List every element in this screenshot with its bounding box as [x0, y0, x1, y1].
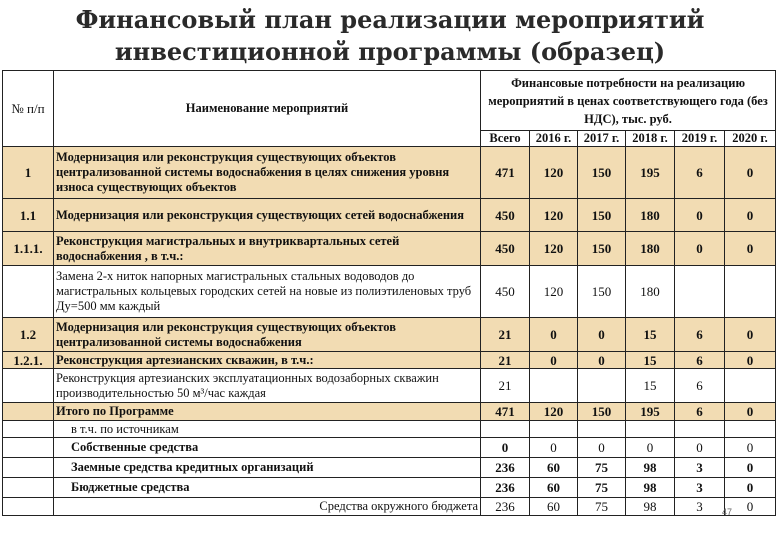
row-value-2019: 3 — [675, 478, 725, 498]
header-year-2017: 2017 г. — [578, 131, 626, 147]
row-value-2020 — [725, 266, 776, 318]
row-value-total: 236 — [481, 498, 530, 516]
header-year-2016: 2016 г. — [530, 131, 578, 147]
table-row — [3, 478, 776, 498]
row-value-2020: 0 — [725, 352, 776, 369]
row-name: Модернизация или реконструкция существующих объектов централизованной системы водоснабжения — [54, 318, 481, 352]
header-num: № п/п — [3, 71, 54, 147]
table-row — [3, 421, 776, 438]
row-value-2019: 6 — [675, 369, 725, 403]
row-number — [3, 478, 54, 498]
header-financial-needs: Финансовые потребности на реализацию мероприятий в ценах соответствующего года (без НДС), тыс. руб. — [481, 71, 776, 131]
header-year-2020: 2020 г. — [725, 131, 776, 147]
row-value-2018: 195 — [626, 403, 675, 421]
row-value-2016: 120 — [530, 232, 578, 266]
row-number — [3, 458, 54, 478]
row-value-2016: 120 — [530, 147, 578, 199]
row-value-2019 — [675, 266, 725, 318]
row-number: 1.1.1. — [3, 232, 54, 266]
row-value-2017: 150 — [578, 147, 626, 199]
row-value-2018: 180 — [626, 232, 675, 266]
row-value-2018: 180 — [626, 199, 675, 232]
row-value-total: 21 — [481, 352, 530, 369]
row-value-2018: 98 — [626, 478, 675, 498]
row-name: Бюджетные средства — [54, 478, 481, 498]
row-value-total: 21 — [481, 369, 530, 403]
table-row — [3, 147, 776, 199]
row-value-2016 — [530, 369, 578, 403]
page-number: 47 — [722, 507, 733, 517]
row-value-2016: 60 — [530, 498, 578, 516]
row-value-2016: 0 — [530, 318, 578, 352]
row-number — [3, 421, 54, 438]
row-value-2018: 98 — [626, 458, 675, 478]
row-value-2017: 150 — [578, 232, 626, 266]
row-value-2020: 0 — [725, 498, 776, 516]
row-value-2016 — [530, 421, 578, 438]
row-value-2019: 6 — [675, 403, 725, 421]
row-number — [3, 438, 54, 458]
header-year-total: Всего — [481, 131, 530, 147]
row-value-2017: 0 — [578, 352, 626, 369]
table-row — [3, 318, 776, 352]
financial-plan-table — [2, 70, 776, 516]
row-value-2020: 0 — [725, 232, 776, 266]
row-number — [3, 369, 54, 403]
table-row — [3, 266, 776, 318]
row-number — [3, 498, 54, 516]
table-row — [3, 458, 776, 478]
row-value-2020 — [725, 421, 776, 438]
table-row — [3, 232, 776, 266]
table-row — [3, 352, 776, 369]
row-name: Замена 2-х ниток напорных магистральных стальных водоводов до магистральных кольцевых городских сетей на новые из полиэтиленовых труб Ду=500 мм каждый — [54, 266, 481, 318]
row-value-total: 471 — [481, 403, 530, 421]
row-value-2017: 0 — [578, 438, 626, 458]
row-value-total: 21 — [481, 318, 530, 352]
table-row — [3, 498, 776, 516]
row-value-total: 450 — [481, 232, 530, 266]
row-value-total: 450 — [481, 266, 530, 318]
row-number: 1.1 — [3, 199, 54, 232]
row-value-2017: 0 — [578, 318, 626, 352]
row-value-2017: 150 — [578, 403, 626, 421]
page-title — [0, 4, 780, 68]
row-number — [3, 266, 54, 318]
row-value-2016: 120 — [530, 266, 578, 318]
row-name: Заемные средства кредитных организаций — [54, 458, 481, 478]
row-value-2019: 3 — [675, 498, 725, 516]
row-value-total: 0 — [481, 438, 530, 458]
row-value-2019 — [675, 421, 725, 438]
row-value-2017: 75 — [578, 478, 626, 498]
row-value-2017: 75 — [578, 458, 626, 478]
table-row — [3, 403, 776, 421]
row-value-2018 — [626, 421, 675, 438]
row-value-2017: 150 — [578, 266, 626, 318]
row-value-2016: 60 — [530, 478, 578, 498]
row-value-2019: 6 — [675, 147, 725, 199]
header-year-2018: 2018 г. — [626, 131, 675, 147]
row-value-2016: 120 — [530, 199, 578, 232]
row-value-2020: 0 — [725, 318, 776, 352]
title-line-2: инвестиционной программы (образец) — [114, 37, 666, 66]
row-value-2019: 0 — [675, 232, 725, 266]
row-number: 1.2.1. — [3, 352, 54, 369]
row-value-2016: 0 — [530, 438, 578, 458]
row-value-2017 — [578, 369, 626, 403]
row-value-2019: 6 — [675, 352, 725, 369]
row-name: Собственные средства — [54, 438, 481, 458]
row-value-2020: 0 — [725, 438, 776, 458]
row-value-2017: 150 — [578, 199, 626, 232]
header-name: Наименование мероприятий — [54, 71, 481, 147]
row-value-2020: 0 — [725, 458, 776, 478]
row-name: Модернизация или реконструкция существующих сетей водоснабжения — [54, 199, 481, 232]
row-name: Итого по Программе — [54, 403, 481, 421]
row-value-2020: 0 — [725, 478, 776, 498]
row-value-2016: 120 — [530, 403, 578, 421]
row-number — [3, 403, 54, 421]
row-value-2020: 0 — [725, 147, 776, 199]
row-value-total: 236 — [481, 478, 530, 498]
row-value-2018: 98 — [626, 498, 675, 516]
row-value-total: 236 — [481, 458, 530, 478]
row-value-total — [481, 421, 530, 438]
title-line-1: Финансовый план реализации мероприятий — [75, 5, 705, 34]
header-year-2019: 2019 г. — [675, 131, 725, 147]
row-value-2018: 195 — [626, 147, 675, 199]
row-value-2019: 3 — [675, 458, 725, 478]
row-number: 1.2 — [3, 318, 54, 352]
row-value-total: 450 — [481, 199, 530, 232]
row-name: Модернизация или реконструкция существующих объектов централизованной системы водоснабжения в целях снижения уровня износа существующих объектов — [54, 147, 481, 199]
row-value-2019: 6 — [675, 318, 725, 352]
row-value-2016: 0 — [530, 352, 578, 369]
row-value-2020 — [725, 369, 776, 403]
table-row — [3, 438, 776, 458]
row-value-2018: 15 — [626, 369, 675, 403]
row-value-2018: 180 — [626, 266, 675, 318]
row-value-2020: 0 — [725, 199, 776, 232]
row-number: 1 — [3, 147, 54, 199]
row-value-2018: 0 — [626, 438, 675, 458]
row-name: Реконструкция магистральных и внутриквартальных сетей водоснабжения , в т.ч.: — [54, 232, 481, 266]
row-name: Реконструкция артезианских скважин, в т.ч.: — [54, 352, 481, 369]
row-value-2020: 0 — [725, 403, 776, 421]
row-value-2019: 0 — [675, 438, 725, 458]
row-value-total: 471 — [481, 147, 530, 199]
row-value-2017: 75 — [578, 498, 626, 516]
table-row — [3, 199, 776, 232]
row-value-2019: 0 — [675, 199, 725, 232]
row-name: Средства окружного бюджета — [54, 498, 481, 516]
row-value-2017 — [578, 421, 626, 438]
table-row — [3, 369, 776, 403]
row-name: Реконструкция артезианских эксплуатационных водозаборных скважин производительностью 50 м³/час каждая — [54, 369, 481, 403]
row-value-2016: 60 — [530, 458, 578, 478]
row-value-2018: 15 — [626, 352, 675, 369]
row-name: в т.ч. по источникам — [54, 421, 481, 438]
row-value-2018: 15 — [626, 318, 675, 352]
